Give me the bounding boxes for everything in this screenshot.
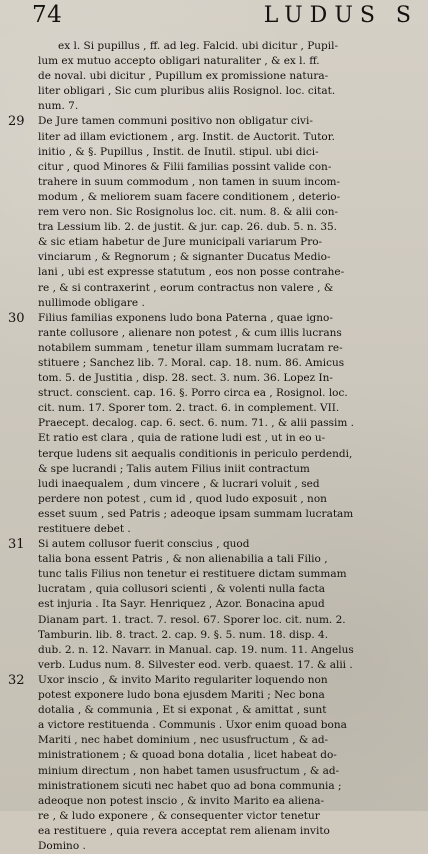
paragraph-number: 31	[8, 537, 25, 553]
text-line: nullimode obligare .	[38, 296, 145, 309]
text-line: lani , ubi est expresse statutum , eos non posse contrahe-	[38, 266, 345, 279]
text-line: restituere debet .	[38, 523, 131, 535]
text-line: esset suum , sed Patris ; adeoque ipsam summam lucratam	[38, 507, 354, 520]
text-line: tom. 5. de Justitia , disp. 28. sect. 3. num. 36. Lopez In-	[38, 372, 333, 385]
text-line: cit. num. 17. Sporer tom. 2. tract. 6. in complement. VII.	[38, 402, 340, 415]
text-line: struct. conscient. cap. 16. §. Porro circa ea , Rosignol. loc.	[38, 387, 348, 400]
text-line: a victore restituenda . Communis . Uxor enim quoad bona	[38, 719, 347, 732]
text-line: ea restituere , quia revera acceptat rem alienam invito	[38, 824, 330, 837]
page-number: 74	[32, 2, 63, 28]
text-line: dub. 2. n. 12. Navarr. in Manual. cap. 19. num. 11. Angelus	[38, 643, 354, 656]
text-line: rante collusore , alienare non potest , & cum illis lucrans	[38, 326, 342, 339]
text-line: re , & ludo exponere , & consequenter victor tenetur	[38, 809, 320, 822]
text-line: modum , & meliorem suam facere conditionem , deterio-	[38, 190, 341, 203]
text-line: liter obligari , Sic cum pluribus aliis Rosignol. loc. citat.	[38, 85, 336, 98]
text-line: ludi inaequalem , dum vincere , & lucrari voluit , sed	[38, 477, 320, 490]
text-line: notabilem summam , tenetur illam summam lucratam re-	[38, 341, 343, 354]
paragraph-32	[0, 673, 428, 854]
page-content	[0, 39, 428, 854]
text-line: dotalia , & communia , Et si exponat , & amittat , sunt	[38, 704, 327, 717]
text-line: ministrationem ; & quoad bona dotalia , licet habeat do-	[38, 749, 337, 762]
text-line: tra Lessium lib. 2. de justit. & jur. cap. 26. dub. 5. n. 35.	[38, 221, 338, 234]
text-line: potest exponere ludo bona ejusdem Mariti ; Nec bona	[38, 689, 325, 702]
text-line: verb. Ludus num. 8. Silvester eod. verb. quaest. 17. & alii .	[38, 658, 353, 671]
text-line: tunc talis Filius non tenetur ei restituere dictam summam	[38, 568, 347, 581]
text-line: citur , quod Minores & Filii familias possint valide con-	[38, 160, 332, 173]
text-line: Si autem collusor fuerit conscius , quod	[38, 538, 250, 551]
text-line: lucratam , quia collusori scienti , & volenti nulla facta	[38, 583, 326, 596]
text-line: Praecept. decalog. cap. 6. sect. 6. num. 71. , & alii passim .	[38, 417, 355, 430]
text-line: Et ratio est clara , quia de ratione ludi est , ut in eo u-	[38, 432, 326, 445]
text-line: minium directum , non habet tamen ususfructum , & ad-	[38, 764, 340, 777]
text-line: initio , & §. Pupillus , Instit. de Inutil. stipul. ubi dici-	[38, 145, 319, 158]
text-line: num. 7.	[38, 100, 79, 113]
text-line: terque ludens sit aequalis conditionis in periculo perdendi,	[38, 447, 353, 460]
text-line: ministrationem sicuti nec habet quo ad bona communia ;	[38, 779, 342, 792]
text-line: rem vero non. Sic Rosignolus loc. cit. num. 8. & alii con-	[38, 206, 339, 219]
running-title: LUDUS S	[263, 3, 418, 28]
text-line: lum ex mutuo accepto obligari naturaliter , & ex l. ff.	[38, 55, 320, 68]
text-line: Domino .	[38, 839, 86, 852]
text-line: talia bona essent Patris , & non alienabilia a tali Filio ,	[38, 553, 328, 566]
text-line: adeoque non potest inscio , & invito Marito ea aliena-	[38, 794, 325, 807]
text-line: Dianam part. 1. tract. 7. resol. 67. Sporer loc. cit. num. 2.	[38, 613, 346, 626]
text-line: Mariti , nec habet dominium , nec ususfructum , & ad-	[38, 734, 329, 747]
text-line: Uxor inscio , & invito Marito regulariter loquendo non	[38, 673, 328, 686]
text-line: Tamburin. lib. 8. tract. 2. cap. 9. §. 5. num. 18. disp. 4.	[38, 628, 329, 641]
paragraph-number: 29	[8, 114, 25, 130]
text-line: trahere in suum commodum , non tamen in suum incom-	[38, 175, 341, 188]
paragraph-29	[0, 114, 428, 310]
text-line: vinciarum , & Regnorum ; & signanter Ducatus Medio-	[38, 251, 331, 264]
paragraph-number: 32	[8, 672, 25, 688]
text-line: stituere ; Sanchez lib. 7. Moral. cap. 18. num. 86. Amicus	[38, 356, 345, 369]
paragraph-30	[0, 311, 428, 537]
paragraph-continuation	[0, 39, 428, 114]
text-line: re , & si contraxerint , eorum contractus non valere , &	[38, 281, 334, 294]
text-line: est injuria . Ita Sayr. Henriquez , Azor. Bonacina apud	[38, 598, 325, 611]
text-line: Filius familias exponens ludo bona Paterna , quae igno-	[38, 311, 333, 324]
paragraph-number: 30	[8, 310, 25, 326]
text-line: liter ad illam evictionem , arg. Instit. de Auctorit. Tutor.	[38, 130, 335, 143]
text-line: de noval. ubi dicitur , Pupillum ex promissione natura-	[38, 70, 329, 83]
text-line: & sic etiam habetur de Jure municipali variarum Pro-	[38, 236, 323, 249]
page-header	[32, 4, 418, 28]
text-line: De Jure tamen communi positivo non obligatur civi-	[38, 115, 313, 128]
text-line: & spe lucrandi ; Talis autem Filius iniit contractum	[38, 462, 310, 475]
text-line: perdere non potest , cum id , quod ludo exposuit , non	[38, 492, 327, 505]
text-line: ex l. Si pupillus , ff. ad leg. Falcid. ubi dicitur , Pupil-	[58, 40, 339, 52]
paragraph-31	[0, 537, 428, 673]
